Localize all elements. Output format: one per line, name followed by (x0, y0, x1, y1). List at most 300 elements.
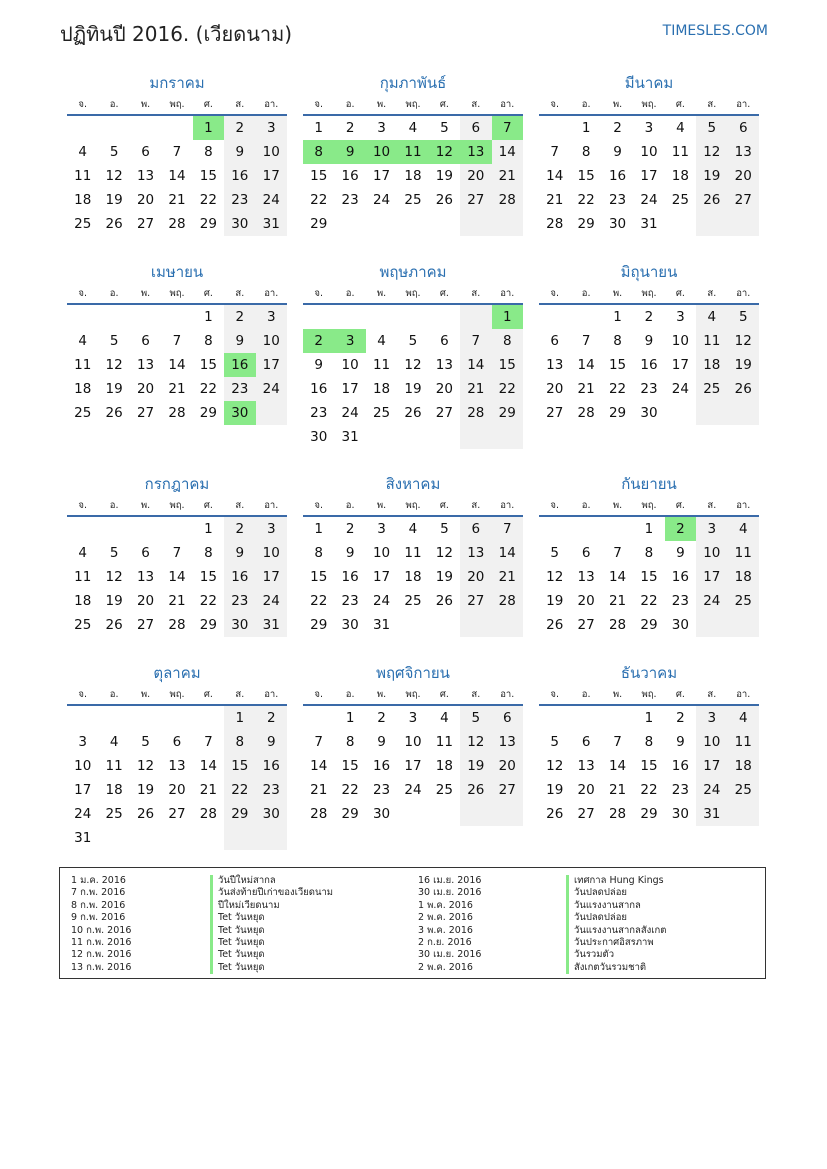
empty-cell (728, 212, 759, 236)
day-cell: 7 (460, 329, 491, 353)
empty-cell (728, 401, 759, 425)
weekday-label: อ. (345, 99, 355, 110)
day-cell: 11 (671, 144, 689, 160)
legend-date: 11 ก.พ. 2016 (71, 936, 132, 948)
day-cell: 6 (492, 706, 523, 730)
day-cell: 3 (78, 734, 87, 750)
legend-holiday-name: วันส่งท้ายปีเก่าของเวียดนาม (210, 887, 333, 899)
day-cell: 1 (581, 120, 591, 136)
day-cell: 4 (408, 120, 418, 136)
legend-left-names (210, 875, 333, 974)
month-name: กุมภาพันธ์ (379, 74, 447, 92)
day-cell: 15 (640, 569, 658, 585)
day-cell: 5 (408, 333, 418, 349)
day-cell: 1 (613, 309, 622, 325)
weekday-label: อ. (345, 500, 355, 511)
day-cell: 19 (728, 353, 759, 377)
day-cell: 11 (105, 758, 123, 774)
day-cell: 27 (460, 589, 491, 613)
day-cell: 12 (546, 758, 564, 774)
day-cell: 25 (404, 192, 422, 208)
day-cell: 29 (310, 617, 328, 633)
holiday-day-cell: 2 (665, 517, 696, 541)
month-block (67, 70, 287, 236)
day-cell: 6 (460, 517, 491, 541)
day-cell: 12 (435, 545, 453, 561)
day-cell: 20 (136, 192, 155, 208)
day-cell: 23 (671, 593, 689, 609)
empty-cell (98, 116, 129, 140)
day-cell: 21 (199, 782, 217, 798)
day-cell: 4 (728, 706, 759, 730)
day-cell: 23 (341, 192, 359, 208)
empty-cell (98, 517, 129, 541)
holiday-day-cell: 3 (334, 329, 365, 353)
weekday-label: อ. (109, 500, 119, 511)
day-cell: 4 (109, 734, 119, 750)
empty-cell (161, 116, 192, 140)
day-cell: 28 (492, 188, 523, 212)
weekday-header (67, 96, 287, 116)
day-cell: 25 (105, 806, 123, 822)
day-cell: 22 (199, 192, 217, 208)
empty-cell (665, 212, 696, 236)
empty-cell (429, 802, 460, 826)
day-cell: 4 (78, 545, 87, 561)
day-cell: 8 (581, 144, 591, 160)
weekday-label: พ. (612, 689, 623, 700)
day-cell: 3 (377, 120, 386, 136)
day-cell: 28 (577, 405, 595, 421)
weekday-label: พ. (376, 500, 387, 511)
month-block (539, 70, 759, 236)
day-cell: 16 (341, 569, 359, 585)
holiday-day-cell: 9 (334, 140, 365, 164)
weekday-header (303, 285, 523, 305)
empty-cell (397, 802, 428, 826)
weekday-label: พ. (612, 99, 623, 110)
empty-cell (98, 826, 129, 850)
weekday-label: จ. (550, 689, 559, 700)
day-cell: 22 (492, 377, 523, 401)
day-cell: 19 (435, 168, 453, 184)
weekday-label: ศ. (675, 288, 685, 299)
day-cell: 1 (204, 309, 213, 325)
day-cell: 21 (492, 164, 523, 188)
day-cell: 18 (728, 754, 759, 778)
day-cell: 4 (78, 144, 87, 160)
day-cell: 5 (141, 734, 150, 750)
day-cell: 9 (377, 734, 386, 750)
day-cell: 25 (671, 192, 689, 208)
holiday-day-cell: 16 (224, 353, 255, 377)
empty-cell (429, 212, 460, 236)
legend-date: 1 พ.ค. 2016 (418, 899, 473, 911)
day-cell: 28 (168, 216, 186, 232)
day-cell: 29 (310, 216, 328, 232)
day-cell: 11 (372, 357, 391, 373)
empty-cell (460, 425, 491, 449)
legend-date: 1 ม.ค. 2016 (71, 875, 126, 886)
weekday-label: พ. (140, 500, 151, 511)
day-grid (303, 116, 523, 236)
empty-cell (665, 401, 696, 425)
day-cell: 7 (314, 734, 323, 750)
day-cell: 14 (546, 168, 564, 184)
weekday-label: อา. (500, 99, 515, 110)
weekday-label: พ. (612, 500, 623, 511)
empty-cell (334, 305, 365, 329)
empty-cell (256, 826, 287, 850)
day-cell: 27 (492, 778, 523, 802)
day-cell: 24 (372, 192, 391, 208)
day-cell: 23 (310, 405, 328, 421)
weekday-label: ศ. (675, 500, 685, 511)
day-cell: 24 (671, 381, 689, 397)
weekday-header (67, 497, 287, 517)
day-cell: 23 (608, 192, 627, 208)
day-cell: 8 (644, 734, 654, 750)
weekday-label: อ. (109, 99, 119, 110)
empty-cell (366, 425, 397, 449)
day-cell: 17 (671, 357, 689, 373)
empty-cell (161, 305, 192, 329)
empty-cell (539, 706, 570, 730)
day-cell: 10 (696, 541, 727, 565)
day-cell: 10 (256, 541, 287, 565)
day-cell: 14 (168, 168, 186, 184)
site-link[interactable]: TIMESLES.COM (662, 23, 768, 39)
weekday-label: ส. (471, 689, 481, 700)
day-cell: 18 (671, 168, 689, 184)
day-cell: 21 (310, 782, 328, 798)
empty-cell (98, 706, 129, 730)
day-cell: 29 (341, 806, 359, 822)
day-cell: 24 (640, 192, 658, 208)
day-cell: 30 (671, 617, 689, 633)
day-cell: 19 (435, 569, 453, 585)
day-cell: 8 (204, 545, 213, 561)
month-name: มีนาคม (624, 74, 674, 92)
empty-cell (161, 706, 192, 730)
weekday-label: พฤ. (641, 500, 657, 511)
day-grid (303, 517, 523, 637)
weekday-label: พฤ. (641, 689, 657, 700)
day-cell: 18 (435, 758, 453, 774)
day-cell: 26 (404, 405, 422, 421)
day-cell: 23 (224, 589, 255, 613)
weekday-label: จ. (78, 689, 87, 700)
day-cell: 12 (404, 357, 422, 373)
day-cell: 24 (256, 589, 287, 613)
day-grid (303, 305, 523, 449)
day-cell: 7 (581, 333, 591, 349)
empty-cell (67, 706, 98, 730)
weekday-label: พฤ. (169, 99, 185, 110)
day-cell: 19 (546, 593, 564, 609)
day-cell: 1 (644, 521, 654, 537)
day-cell: 29 (199, 617, 217, 633)
empty-cell (429, 305, 460, 329)
day-cell: 5 (109, 144, 119, 160)
weekday-header (67, 285, 287, 305)
weekday-label: จ. (78, 288, 87, 299)
legend-holiday-name: วันปลดปล่อย (566, 912, 666, 924)
weekday-label: อ. (345, 689, 355, 700)
day-cell: 2 (377, 710, 386, 726)
weekday-header (303, 497, 523, 517)
weekday-label: พฤ. (169, 500, 185, 511)
day-cell: 9 (314, 357, 323, 373)
day-cell: 21 (577, 381, 595, 397)
weekday-label: อา. (736, 288, 751, 299)
empty-cell (130, 305, 161, 329)
empty-cell (460, 305, 491, 329)
day-cell: 30 (608, 216, 627, 232)
day-cell: 2 (345, 120, 355, 136)
day-cell: 24 (341, 405, 359, 421)
day-cell: 12 (105, 168, 123, 184)
day-cell: 29 (608, 405, 627, 421)
day-cell: 30 (372, 806, 391, 822)
day-cell: 26 (546, 617, 564, 633)
day-cell: 17 (372, 168, 391, 184)
day-cell: 13 (435, 357, 453, 373)
day-cell: 1 (204, 521, 213, 537)
day-cell: 12 (105, 357, 123, 373)
day-cell: 16 (372, 758, 391, 774)
legend-right-dates (418, 875, 481, 974)
month-name: กรกฎาคม (144, 475, 210, 493)
weekday-label: จ. (314, 689, 323, 700)
day-cell: 21 (168, 192, 186, 208)
day-cell: 5 (696, 116, 727, 140)
day-cell: 18 (728, 565, 759, 589)
weekday-label: อา. (264, 500, 279, 511)
day-cell: 7 (204, 734, 213, 750)
day-cell: 23 (224, 188, 255, 212)
empty-cell (539, 116, 570, 140)
empty-cell (256, 401, 287, 425)
weekday-label: พฤ. (405, 99, 421, 110)
weekday-label: อ. (581, 288, 591, 299)
day-cell: 4 (728, 517, 759, 541)
day-cell: 6 (728, 116, 759, 140)
day-cell: 12 (105, 569, 123, 585)
day-cell: 21 (608, 593, 627, 609)
day-cell: 18 (404, 569, 422, 585)
weekday-label: ศ. (203, 288, 213, 299)
day-cell: 20 (136, 381, 155, 397)
day-cell: 7 (613, 545, 622, 561)
day-cell: 8 (644, 545, 654, 561)
legend-holiday-name: Tet วันหยุด (210, 937, 333, 949)
day-cell: 8 (492, 329, 523, 353)
day-cell: 30 (671, 806, 689, 822)
day-cell: 22 (310, 192, 328, 208)
empty-cell (397, 212, 428, 236)
day-cell: 17 (696, 565, 727, 589)
day-cell: 7 (172, 333, 182, 349)
holiday-day-cell: 8 (303, 140, 334, 164)
day-cell: 16 (224, 565, 255, 589)
day-cell: 18 (372, 381, 391, 397)
legend-date: 9 ก.พ. 2016 (71, 912, 126, 924)
day-cell: 19 (404, 381, 422, 397)
day-cell: 20 (577, 593, 595, 609)
weekday-label: พ. (140, 689, 151, 700)
day-cell: 25 (435, 782, 453, 798)
day-cell: 13 (728, 140, 759, 164)
day-cell: 20 (492, 754, 523, 778)
empty-cell (366, 212, 397, 236)
day-cell: 11 (728, 730, 759, 754)
day-grid (67, 517, 287, 637)
day-cell: 26 (105, 216, 123, 232)
day-cell: 24 (696, 589, 727, 613)
day-cell: 3 (696, 517, 727, 541)
day-cell: 8 (224, 730, 255, 754)
weekday-label: ศ. (439, 288, 449, 299)
weekday-label: จ. (550, 99, 559, 110)
day-cell: 28 (168, 617, 186, 633)
day-cell: 14 (460, 353, 491, 377)
legend-left-dates (71, 875, 131, 974)
day-cell: 15 (310, 168, 328, 184)
day-cell: 11 (696, 329, 727, 353)
month-name: เมษายน (150, 263, 204, 281)
day-cell: 10 (671, 333, 689, 349)
holiday-day-cell: 12 (429, 140, 460, 164)
day-cell: 23 (671, 782, 689, 798)
weekday-label: ส. (707, 500, 717, 511)
day-cell: 18 (74, 381, 92, 397)
day-cell: 2 (224, 116, 255, 140)
day-cell: 22 (224, 778, 255, 802)
legend-date: 12 ก.พ. 2016 (71, 949, 132, 961)
day-cell: 31 (640, 216, 658, 232)
day-cell: 13 (136, 569, 155, 585)
day-cell: 27 (136, 405, 155, 421)
empty-cell (334, 212, 365, 236)
empty-cell (696, 212, 727, 236)
day-cell: 14 (608, 758, 627, 774)
day-cell: 31 (256, 613, 287, 637)
day-cell: 21 (608, 782, 627, 798)
day-cell: 5 (109, 333, 119, 349)
day-cell: 5 (440, 521, 449, 537)
day-grid (539, 517, 759, 637)
day-cell: 11 (74, 569, 92, 585)
day-cell: 22 (199, 381, 217, 397)
empty-cell (570, 305, 601, 329)
day-cell: 3 (676, 309, 685, 325)
day-cell: 7 (613, 734, 622, 750)
day-cell: 2 (224, 517, 255, 541)
day-cell: 13 (577, 569, 595, 585)
day-cell: 30 (310, 429, 328, 445)
day-cell: 9 (676, 545, 685, 561)
day-cell: 6 (141, 144, 150, 160)
weekday-header (539, 686, 759, 706)
weekday-label: ส. (235, 500, 245, 511)
empty-cell (696, 401, 727, 425)
legend-holiday-name: Tet วันหยุด (210, 925, 333, 937)
day-cell: 29 (492, 401, 523, 425)
day-cell: 4 (377, 333, 386, 349)
empty-cell (492, 613, 523, 637)
legend-holiday-name: วันปีใหม่สากล (210, 875, 333, 887)
day-cell: 19 (105, 593, 123, 609)
empty-cell (539, 517, 570, 541)
weekday-label: พฤ. (169, 288, 185, 299)
empty-cell (492, 212, 523, 236)
empty-cell (67, 517, 98, 541)
day-cell: 18 (105, 782, 123, 798)
weekday-label: อา. (736, 689, 751, 700)
day-cell: 6 (141, 333, 150, 349)
legend-holiday-name: วันรวมตัว (566, 949, 666, 961)
empty-cell (492, 802, 523, 826)
day-cell: 14 (577, 357, 595, 373)
month-block (303, 660, 523, 826)
day-cell: 3 (256, 116, 287, 140)
day-grid (539, 305, 759, 425)
day-cell: 20 (546, 381, 564, 397)
day-cell: 14 (310, 758, 328, 774)
empty-cell (696, 613, 727, 637)
day-cell: 22 (608, 381, 627, 397)
weekday-header (539, 497, 759, 517)
weekday-label: ส. (707, 99, 717, 110)
empty-cell (539, 305, 570, 329)
day-cell: 16 (256, 754, 287, 778)
day-cell: 15 (492, 353, 523, 377)
legend-date: 16 เม.ย. 2016 (418, 875, 482, 886)
day-cell: 27 (168, 806, 186, 822)
day-cell: 17 (640, 168, 658, 184)
day-cell: 9 (256, 730, 287, 754)
day-cell: 5 (460, 706, 491, 730)
empty-cell (130, 116, 161, 140)
day-cell: 16 (341, 168, 359, 184)
weekday-label: จ. (314, 500, 323, 511)
day-cell: 5 (728, 305, 759, 329)
day-cell: 24 (74, 806, 92, 822)
day-cell: 31 (74, 830, 92, 846)
day-grid (67, 305, 287, 425)
weekday-label: ส. (707, 689, 717, 700)
day-cell: 9 (224, 541, 255, 565)
month-name: พฤษภาคม (379, 263, 447, 281)
empty-cell (161, 826, 192, 850)
day-cell: 18 (74, 593, 92, 609)
day-cell: 13 (546, 357, 564, 373)
day-cell: 10 (404, 734, 422, 750)
day-cell: 15 (199, 569, 217, 585)
empty-cell (303, 305, 334, 329)
day-cell: 14 (168, 569, 186, 585)
weekday-label: อา. (264, 689, 279, 700)
holiday-day-cell: 1 (492, 305, 523, 329)
weekday-label: พ. (376, 99, 387, 110)
day-cell: 29 (199, 405, 217, 421)
day-cell: 18 (404, 168, 422, 184)
day-cell: 21 (460, 377, 491, 401)
day-cell: 12 (696, 140, 727, 164)
legend-date: 7 ก.พ. 2016 (71, 887, 126, 899)
day-cell: 27 (546, 405, 564, 421)
